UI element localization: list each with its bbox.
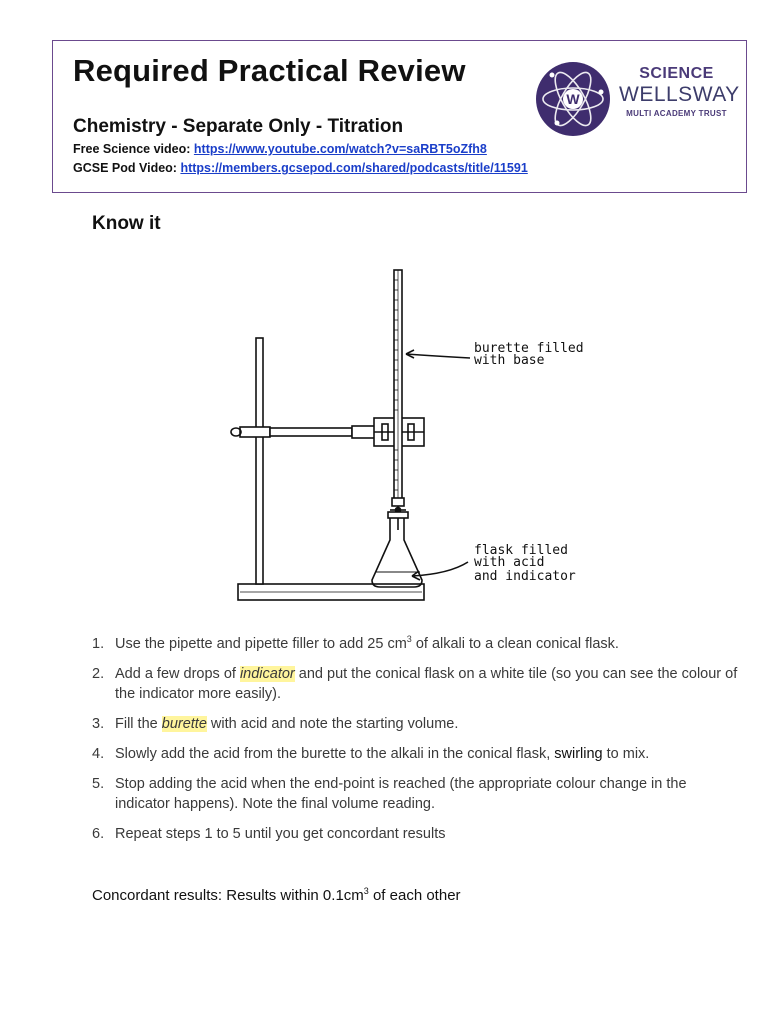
step-4-text-b: to mix. xyxy=(602,746,650,762)
gcse-pod-video-line xyxy=(73,161,528,175)
free-science-video-line xyxy=(73,142,487,156)
step-1-superscript: 3 xyxy=(406,634,412,645)
step-5-text: Stop adding the acid when the end-point is reached (the appropriate colour change in the indicator happens). Note the final volume reading. xyxy=(115,776,687,812)
step-number: 2. xyxy=(92,666,105,682)
step-3-text-b: with acid and note the starting volume. xyxy=(206,716,459,732)
burette-label-arrow xyxy=(406,350,470,358)
burette-label-line2: with base xyxy=(474,353,545,368)
step-3-text-a: Fill the xyxy=(115,716,162,732)
indicator-highlight: indicator xyxy=(239,666,295,682)
burette-highlight: burette xyxy=(161,716,207,732)
step-number: 1. xyxy=(92,636,105,652)
step-item xyxy=(92,714,742,734)
free-science-video-link[interactable]: https://www.youtube.com/watch?v=saRBT5oZfh8 xyxy=(193,142,487,156)
burette-label-line1: burette filled xyxy=(474,341,584,356)
brand-wordmark xyxy=(619,65,740,121)
step-6-text: Repeat steps 1 to 5 until you get concordant results xyxy=(115,826,446,842)
section-heading: Know it xyxy=(92,213,161,234)
free-science-video-label: Free Science video: xyxy=(73,142,191,156)
brand-line-wellsway: WELLSWAY xyxy=(619,83,740,106)
step-item xyxy=(92,774,742,814)
svg-text:W: W xyxy=(566,91,580,107)
method-steps-list xyxy=(92,634,742,854)
brand-line-science: SCIENCE xyxy=(639,65,714,82)
step-2-text-a: Add a few drops of xyxy=(115,666,240,682)
concordant-text-b: of each other xyxy=(368,887,461,904)
step-number: 6. xyxy=(92,826,105,842)
flask-label-line1: flask filled xyxy=(474,543,568,558)
gcse-pod-video-link[interactable]: https://members.gcsepod.com/shared/podcasts/title/11591 xyxy=(180,161,528,175)
flask-label-line2: with acid xyxy=(474,555,545,570)
retort-stand-rod xyxy=(256,338,263,584)
step-4-text-a: Slowly add the acid from the burette to the alkali in the conical flask, xyxy=(115,746,555,762)
page-subtitle: Chemistry - Separate Only - Titration xyxy=(73,116,404,137)
page-title: Required Practical Review xyxy=(73,53,466,88)
concordant-results-note xyxy=(92,887,461,904)
concordant-superscript: 3 xyxy=(363,886,369,896)
atom-w-logo-icon xyxy=(535,61,611,137)
step-number: 3. xyxy=(92,716,105,732)
step-number: 5. xyxy=(92,776,105,792)
swirling-term: swirling xyxy=(554,746,603,762)
header-box xyxy=(52,40,747,193)
flask-label-line3: and indicator xyxy=(474,569,576,584)
step-item xyxy=(92,664,742,704)
step-1-text-b: of alkali to a clean conical flask. xyxy=(411,636,619,652)
step-2-text-b: and put the conical flask on a white tile (so you can see the colour of the indicator more easily). xyxy=(115,666,738,702)
concordant-text-a: Concordant results: Results within 0.1cm xyxy=(92,887,364,904)
brand-line-trust: MULTI ACADEMY TRUST xyxy=(626,109,727,118)
step-1-text-a: Use the pipette and pipette filler to add 25 cm xyxy=(115,636,407,652)
step-item xyxy=(92,744,742,764)
titration-apparatus-diagram xyxy=(224,258,594,610)
gcse-pod-video-label: GCSE Pod Video: xyxy=(73,161,177,175)
step-number: 4. xyxy=(92,746,105,762)
step-item xyxy=(92,824,742,844)
step-item xyxy=(92,634,742,654)
